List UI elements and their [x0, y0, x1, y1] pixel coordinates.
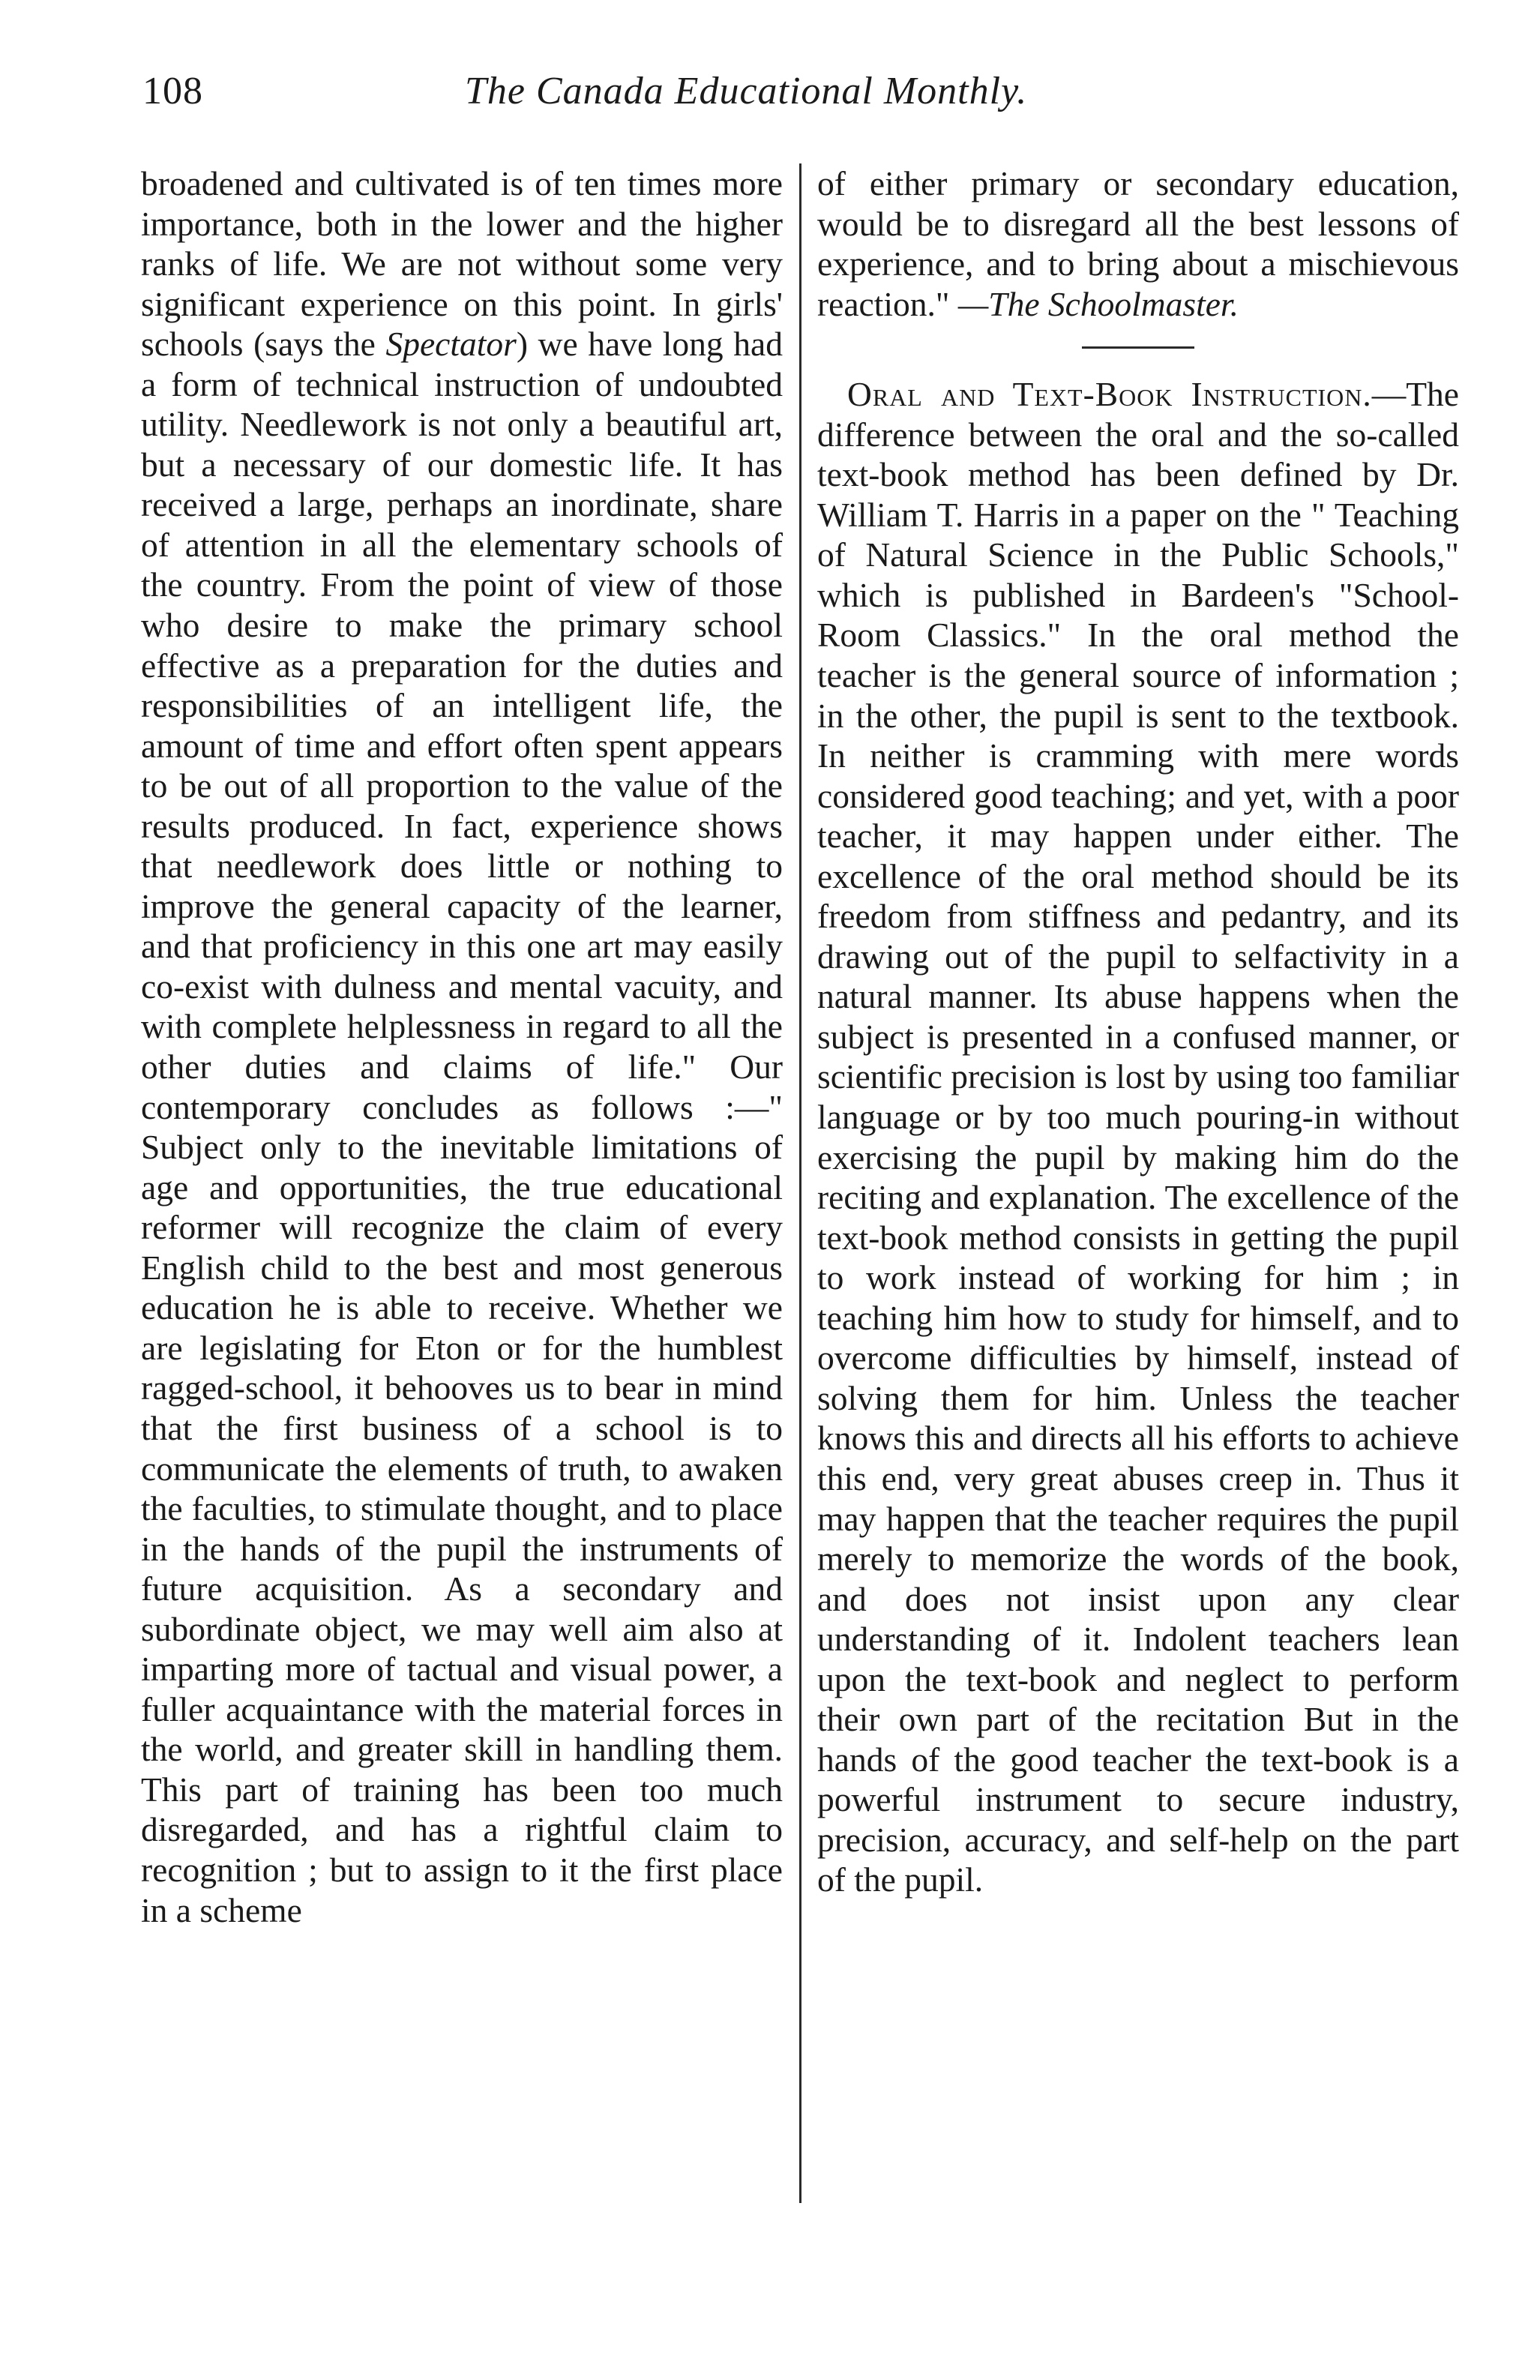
column-divider: [799, 163, 801, 2203]
right-column: [817, 163, 1459, 1900]
page-number: 108: [142, 70, 203, 112]
left-paragraph-text-end: ) we have long had a form of technical instruction of undoubted utility. Needlework is not only a beautiful art, but a necessary of our domestic life. It has received a large, perhaps an inordinate, share of attention in all the elementary schools of the country. From the point of view of those who desire to make the primary school effective as a preparation for the duties and responsibilities of an intelligent life, the amount of time and effort often spent appears to be out of all proportion to the value of the results produced. In fact, experience shows that needlework does little or nothing to improve the general capacity of the learner, and that proficiency in this one art may easily co-exist with dulness and mental vacuity, and with complete helplessness in regard to all the other duties and claims of life." Our contemporary concludes as follows :—" Subject only to the inevitable limitations of age and opportunities, the true educational reformer will recognize the claim of every English child to the best and most generous education he is able to receive. Whether we are legislating for Eton or for the humblest ragged-school, it behooves us to bear in mind that the first business of a school is to communicate the elements of truth, to awaken the faculties, to stimulate thought, and to place in the hands of the pupil the instruments of future acquisition. As a secondary and subordinate object, we may well aim also at imparting more of tactual and visual power, a fuller acquaintance with the material forces in the world, and greater skill in handling them. This part of training has been too much disregarded, and has a rightful claim to recognition ; but to assign to it the first place in a scheme: [141, 325, 783, 1929]
schoolmaster-citation: —The Schoolmaster.: [957, 284, 1239, 323]
left-paragraph: [141, 163, 783, 1930]
section-divider: [1082, 346, 1194, 349]
left-paragraph-text-start: broadened and cultivated is of ten times more importance, both in the lower and the higher ranks of life. We are not without some very significant experience on this point. In girls' schools (says the: [141, 164, 783, 364]
spectator-citation: Spectator: [385, 325, 517, 364]
page-header: [142, 69, 1387, 129]
running-title: The Canada Educational Monthly.: [465, 70, 1028, 112]
continuation-text: of either primary or secondary education, would be to disregard all the best lessons of experience, and to bring about a mischievous reaction.": [817, 164, 1459, 323]
left-column: [141, 163, 783, 1930]
section-heading: Oral and Text-Book Instruction.: [847, 375, 1372, 414]
section-body: —The difference between the oral and the so-called text-book method has been defined by Dr. William T. Harris in a paper on the " Teaching of Natural Science in the Public Schools," which is published in Bardeen's "School-Room Classics." In the oral method the teacher is the general source of information ; in the other, the pupil is sent to the textbook. In neither is cramming with mere words considered good teaching; and yet, with a poor teacher, it may happen under either. The excellence of the oral method should be its freedom from stiffness and pedantry, and its drawing out of the pupil to selfactivity in a natural manner. Its abuse happens when the subject is presented in a confused manner, or scientific precision is lost by using too familiar language or by too much pouring-in without exercising the pupil by making him do the reciting and explanation. The excellence of the text-book method consists in getting the pupil to work instead of working for him ; in teaching him how to study for himself, and to overcome difficulties by himself, instead of solving them for him. Unless the teacher knows this and directs all his efforts to achieve this end, very great abuses creep in. Thus it may happen that the teacher requires the pupil merely to memorize the words of the book, and does not insist upon any clear understanding of it. Indolent teachers lean upon the text-book and neglect to perform their own part of the recitation But in the hands of the good teacher the text-book is a powerful instrument to secure industry, precision, accuracy, and self-help on the part of the pupil.: [817, 375, 1459, 1899]
right-paragraph-continuation: [817, 163, 1459, 324]
oral-instruction-paragraph: [817, 374, 1459, 1900]
